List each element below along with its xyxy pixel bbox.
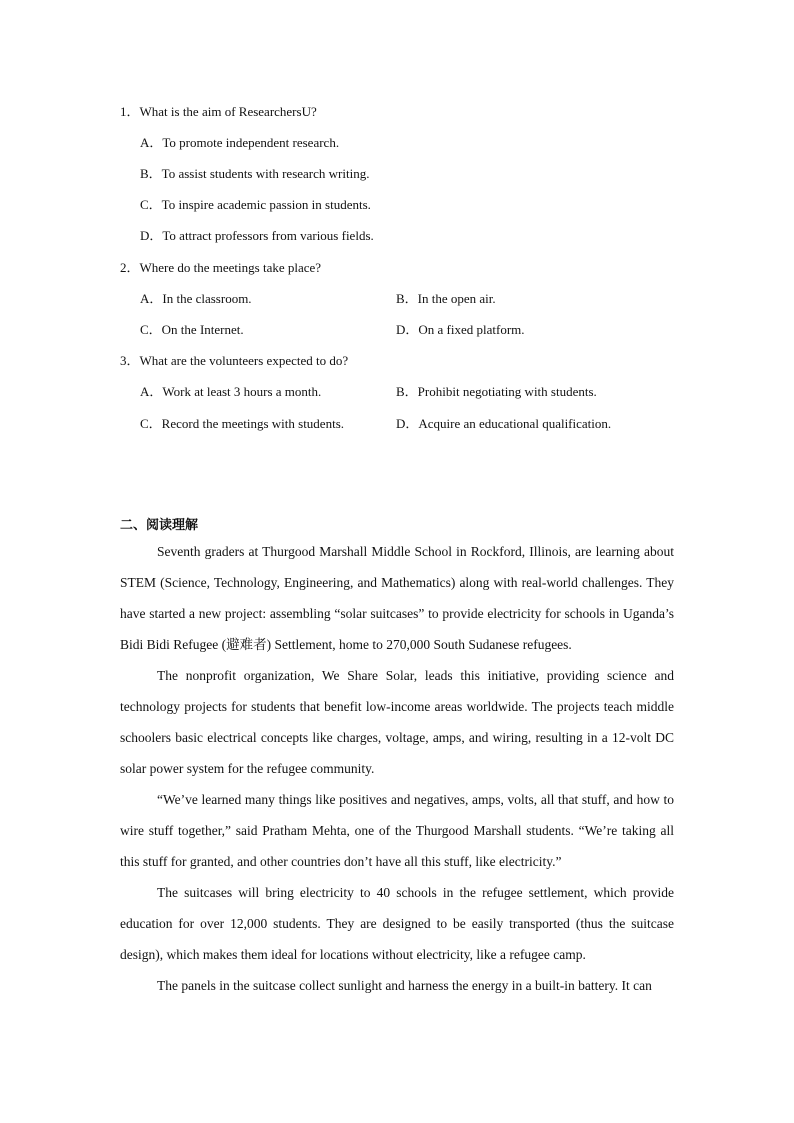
passage-paragraph-2: The nonprofit organization, We Share Solar, leads this initiative, providing science and technology projects for students that benefit low-income areas worldwide. The projects teach middle schoolers basic electrical concepts like charges, voltage, amps, and wiring, resulting in a 12-volt DC solar power system for the refugee community. bbox=[120, 668, 674, 776]
passage-paragraph-4: The suitcases will bring electricity to 40 schools in the refugee settlement, which provide education for over 12,000 students. They are designed to be easily transported (thus the suitcase design), which makes them ideal for locations without electricity, like a refugee camp. bbox=[120, 885, 674, 962]
question-3-option-c: C．Record the meetings with students. bbox=[140, 416, 345, 431]
question-3-option-d: D．Acquire an educational qualification. bbox=[396, 416, 612, 431]
passage-paragraph-3: “We’ve learned many things like positives and negatives, amps, volts, all that stuff, and how to wire stuff together,” said Pratham Mehta, one of the Thurgood Marshall students. “We’re taking all this stuff for granted, and other countries don’t have all this stuff, like electricity.” bbox=[120, 792, 674, 869]
passage-paragraph-5: The panels in the suitcase collect sunlight and harness the energy in a built-in battery. It can bbox=[157, 978, 652, 993]
question-3-option-b: B．Prohibit negotiating with students. bbox=[396, 384, 597, 399]
question-2-option-a: A．In the classroom. bbox=[140, 291, 252, 306]
question-2-option-d: D．On a fixed platform. bbox=[396, 322, 525, 337]
question-2-option-b: B．In the open air. bbox=[396, 291, 496, 306]
question-1-option-d: D．To attract professors from various fields. bbox=[140, 228, 374, 243]
passage-paragraph-1: Seventh graders at Thurgood Marshall Middle School in Rockford, Illinois, are learning about STEM (Science, Technology, Engineering, and Mathematics) along with real-world challenges. They have started a new project: assembling “solar suitcases” to provide electricity for schools in Uganda’s Bidi Bidi Refugee (避难者) Settlement, home to 270,000 South Sudanese refugees. bbox=[120, 544, 674, 652]
question-1-stem: 1．What is the aim of ResearchersU? bbox=[120, 104, 317, 119]
question-3-stem: 3．What are the volunteers expected to do? bbox=[120, 353, 349, 368]
question-2-option-c: C．On the Internet. bbox=[140, 322, 244, 337]
question-3-option-a: A．Work at least 3 hours a month. bbox=[140, 384, 322, 399]
question-1-option-a: A．To promote independent research. bbox=[140, 135, 340, 150]
question-1-option-c: C．To inspire academic passion in students. bbox=[140, 197, 371, 212]
reading-passage bbox=[120, 536, 674, 1001]
question-1-option-b: B．To assist students with research writing. bbox=[140, 166, 370, 181]
question-2-stem: 2．Where do the meetings take place? bbox=[120, 260, 322, 275]
section-title: 二、阅读理解 bbox=[120, 518, 199, 533]
